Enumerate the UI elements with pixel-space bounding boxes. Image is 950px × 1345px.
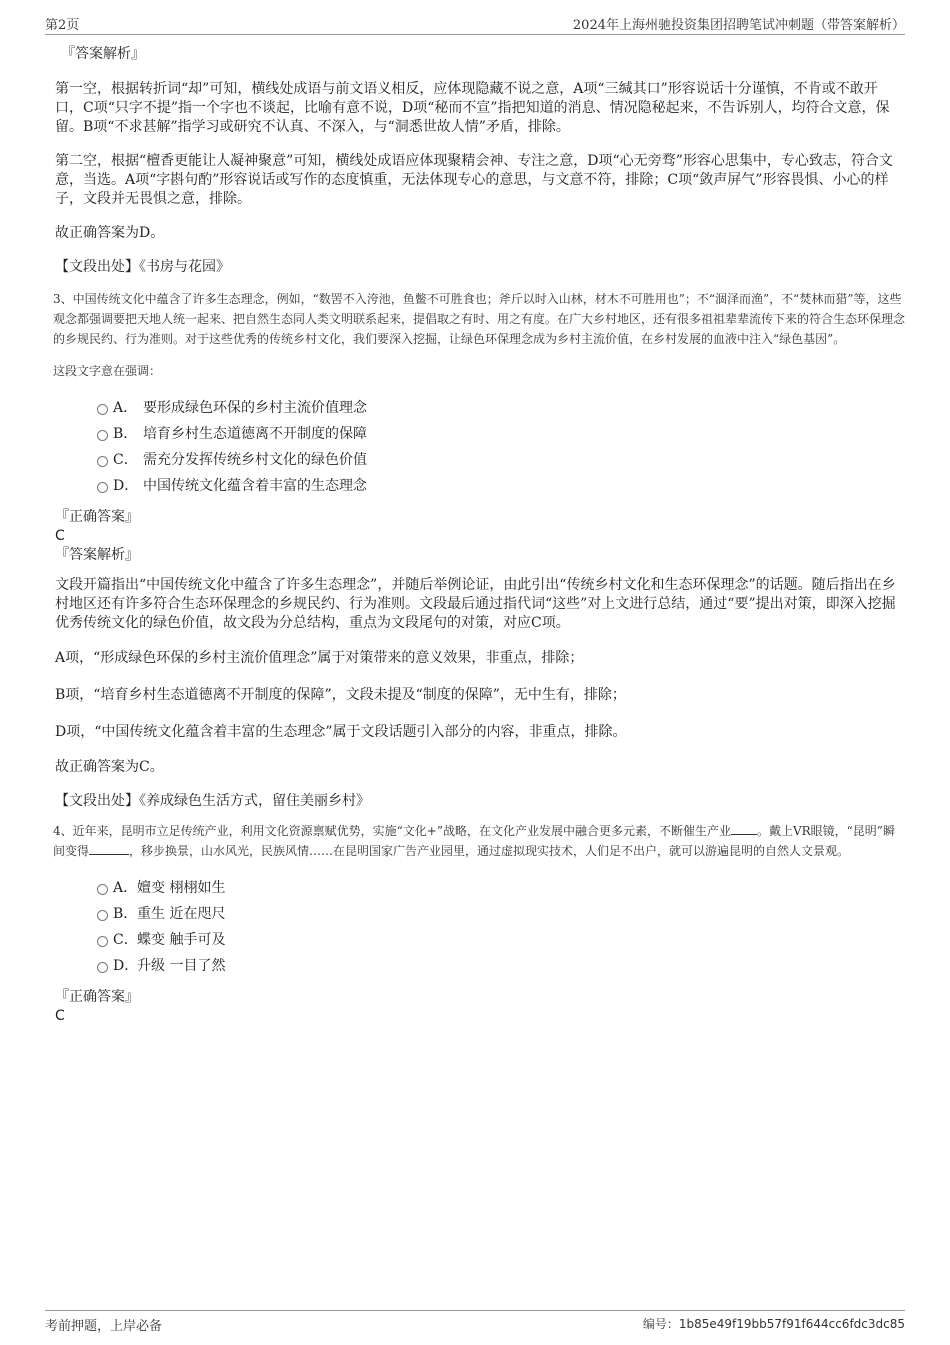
radio-button[interactable] (97, 884, 108, 895)
q4-answer: C (55, 1008, 65, 1024)
footer-slogan: 考前押题，上岸必备 (45, 1319, 163, 1334)
page-footer (45, 1310, 905, 1335)
radio-button[interactable] (97, 962, 108, 973)
q4-option-b[interactable]: B．重生 近在咫尺 (55, 901, 905, 927)
blank-2 (89, 842, 129, 855)
page-content (55, 44, 905, 1025)
document-id: 编号：1b85e49f19bb57f91f644cc6fdc3dc85 (642, 1317, 905, 1331)
q4-options (55, 875, 905, 979)
radio-button[interactable] (97, 910, 108, 921)
q3-source: 【文段出处】《养成绿色生活方式，留住美丽乡村》 (55, 793, 370, 809)
q3-option-b[interactable]: B． 培育乡村生态道德离不开制度的保障 (55, 421, 905, 447)
q3-answer: C (55, 528, 65, 544)
q4-answer-heading: 『正确答案』 (55, 989, 139, 1005)
q3-prompt: 这段文字意在强调： (53, 364, 162, 378)
radio-button[interactable] (97, 456, 108, 467)
q2-explain-p2: 第二空，根据“檀香更能让人凝神聚意”可知，横线处成语应体现聚精会神、专注之意，D项“心无旁骛”形容心思集中，专心致志，符合文意，当选。A项“字斟句酌”形容说话或写作的态度慎重，无法体现专心的意思，与文意不符，排除；C项“敛声屏气”形容畏惧、小心的样子，文段并无畏惧之意，排除。 (55, 153, 893, 207)
q3-explain-p1: 文段开篇指出“中国传统文化中蕴含了许多生态理念”，并随后举例论证，由此引出“传统乡村文化和生态环保理念”的话题。随后指出在乡村地区还有许多符合生态环保理念的乡规民约、行为准则。文段最后通过指代词“这些”对上文进行总结，通过“要”提出对策，即深入挖掘优秀传统文化的绿色价值，故文段为分总结构，重点为文段尾句的对策，对应C项。 (55, 577, 896, 631)
q4-option-d[interactable]: D．升级 一目了然 (55, 953, 905, 979)
q2-source: 【文段出处】《书房与花园》 (55, 259, 230, 275)
page-header (45, 14, 905, 35)
q4-stem: 4、近年来，昆明市立足传统产业，利用文化资源禀赋优势，实施“文化+”战略，在文化产业发展中融合更多元素，不断催生产业 。戴上VR眼镜，“昆明”瞬间变得 ，移步换景，山水风光，民族风情……在昆明国家广告产业园里，通过虚拟现实技术，人们足不出户，就可以游遍昆明的自然人文景观。 (53, 824, 895, 858)
q3-option-a[interactable]: A． 要形成绿色环保的乡村主流价值理念 (55, 395, 905, 421)
q4-option-c[interactable]: C．蝶变 触手可及 (55, 927, 905, 953)
q3-explain-p4: D项，“中国传统文化蕴含着丰富的生态理念”属于文段话题引入部分的内容，非重点，排除。 (55, 724, 627, 740)
radio-button[interactable] (97, 430, 108, 441)
blank-1 (731, 822, 757, 835)
q3-conclusion: 故正确答案为C。 (55, 759, 164, 775)
q3-option-c[interactable]: C． 需充分发挥传统乡村文化的绿色价值 (55, 447, 905, 473)
q3-option-d[interactable]: D． 中国传统文化蕴含着丰富的生态理念 (55, 473, 905, 499)
radio-button[interactable] (97, 404, 108, 415)
q3-answer-heading: 『正确答案』 (55, 509, 139, 525)
q4-option-a[interactable]: A．嬗变 栩栩如生 (55, 875, 905, 901)
document-title: 2024年上海州驰投资集团招聘笔试冲刺题（带答案解析） (572, 18, 905, 33)
q3-stem: 3、中国传统文化中蕴含了许多生态理念，例如，“数罟不入洿池，鱼鳖不可胜食也；斧斤以时入山林，材木不可胜用也”；不“涸泽而渔”，不“焚林而猎”等，这些观念都强调要把天地人统一起来、把自然生态同人类文明联系起来，提倡取之有时、用之有度。在广大乡村地区，还有很多祖祖辈辈流传下来的符合生态环保理念的乡规民约、行为准则。对于这些优秀的传统乡村文化，我们要深入挖掘，让绿色环保理念成为乡村主流价值，在乡村发展的血液中注入“绿色基因”。 (53, 292, 906, 346)
radio-button[interactable] (97, 482, 108, 493)
radio-button[interactable] (97, 936, 108, 947)
q3-options (55, 395, 905, 499)
q2-conclusion: 故正确答案为D。 (55, 225, 165, 241)
q2-explain-p1: 第一空，根据转折词“却”可知，横线处成语与前文语义相反，应体现隐藏不说之意，A项“三缄其口”形容说话十分谨慎，不肯或不敢开口，C项“只字不提”指一个字也不谈起，比喻有意不说，D项“秘而不宣”指把知道的消息、情况隐秘起来，不告诉别人，均符合文意，保留。B项“不求甚解”指学习或研究不认真、不深入，与“洞悉世故人情”矛盾，排除。 (55, 81, 890, 135)
q3-explain-p3: B项，“培育乡村生态道德离不开制度的保障”，文段未提及“制度的保障”，无中生有，排除； (55, 687, 626, 703)
q2-explain-heading: 『答案解析』 (61, 46, 145, 62)
q3-explain-p2: A项，“形成绿色环保的乡村主流价值理念”属于对策带来的意义效果，非重点，排除； (55, 650, 584, 666)
q3-explain-heading: 『答案解析』 (55, 547, 139, 563)
page-number: 第2页 (45, 18, 80, 33)
